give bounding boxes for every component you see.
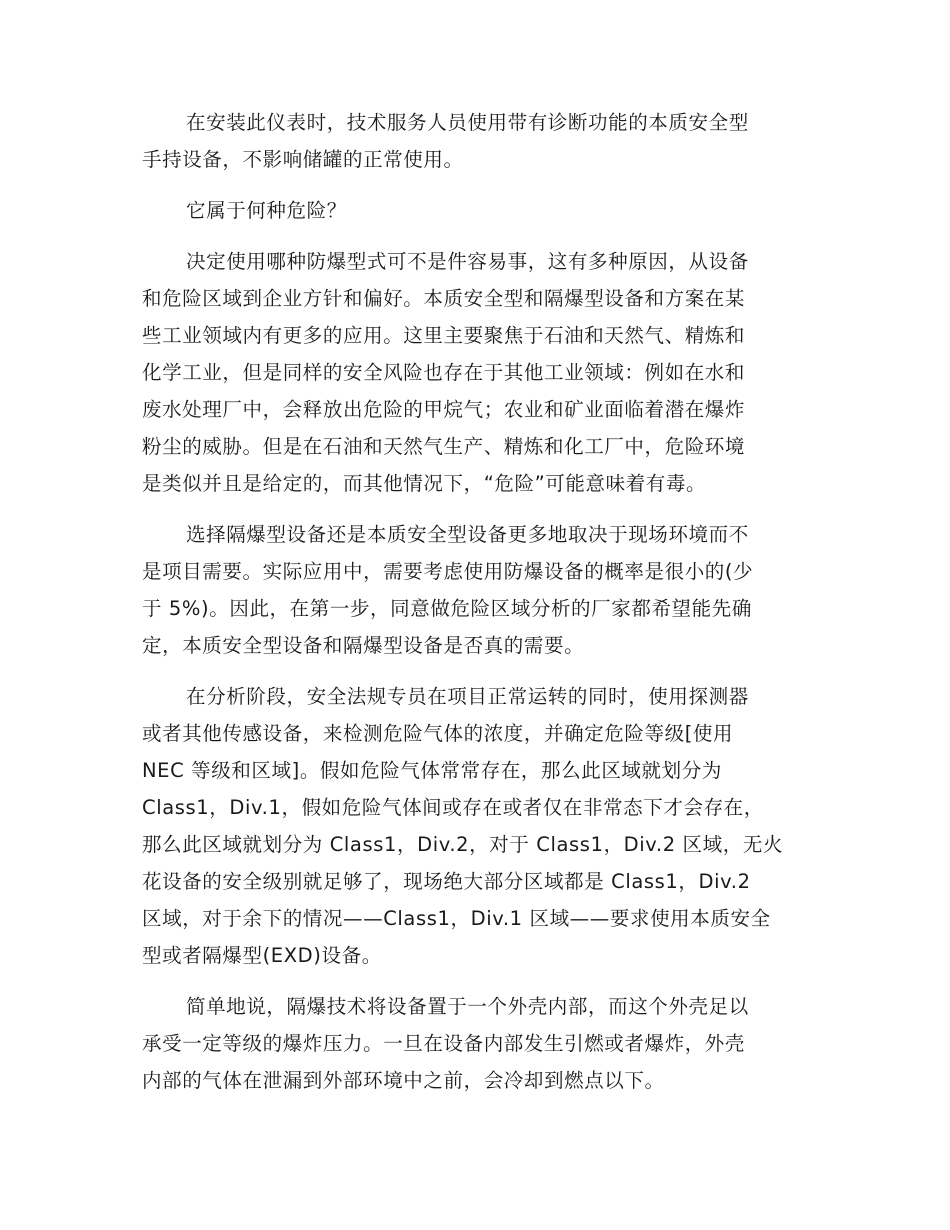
document-page (142, 104, 808, 1113)
paragraph-question-heading (142, 192, 808, 229)
text-line: 它属于何种危险？ (186, 199, 347, 222)
paragraph-flameproof-summary (142, 988, 808, 1099)
text-line: 那么此区域就划分为 Class1，Div.2，对于 Class1，Div.2 区域，无火 (142, 833, 784, 856)
text-line: 在分析阶段，安全法规专员在项目正常运转的同时，使用探测器 (186, 685, 749, 708)
text-line: 和危险区域到企业方针和偏好。本质安全型和隔爆型设备和方案在某 (142, 287, 746, 310)
text-line: 手持设备，不影响储罐的正常使用。 (142, 148, 464, 171)
text-line: 花设备的安全级别就足够了，现场绝大部分区域都是 Class1，Div.2 (142, 870, 751, 893)
text-line: 内部的气体在泄漏到外部环境中之前，会冷却到燃点以下。 (142, 1069, 665, 1092)
text-line: NEC 等级和区域]。假如危险气体常常存在，那么此区域就划分为 (142, 759, 722, 782)
text-line: 型或者隔爆型(EXD)设备。 (142, 944, 382, 967)
text-line: 区域，对于余下的情况——Class1，Div.1 区域——要求使用本质安全 (142, 907, 771, 930)
text-line: 化学工业，但是同样的安全风险也存在于其他工业领域：例如在水和 (142, 361, 746, 384)
text-line: 简单地说，隔爆技术将设备置于一个外壳内部，而这个外壳足以 (186, 995, 749, 1018)
text-line: Class1，Div.1，假如危险气体间或存在或者仅在非常态下才会存在， (142, 796, 764, 819)
text-line: 于 5%)。因此，在第一步，同意做危险区域分析的厂家都希望能先确 (142, 597, 752, 620)
text-line: 或者其他传感设备，来检测危险气体的浓度，并确定危险等级[使用 (142, 722, 734, 745)
text-line: 些工业领域内有更多的应用。这里主要聚焦于石油和天然气、精炼和 (142, 324, 746, 347)
text-line: 粉尘的威胁。但是在石油和天然气生产、精炼和化工厂中，危险环境 (142, 435, 746, 458)
text-line: 是类似并且是给定的，而其他情况下，“危险”可能意味着有毒。 (142, 472, 707, 495)
paragraph-analysis-stage (142, 678, 808, 974)
text-line: 在安装此仪表时，技术服务人员使用带有诊断功能的本质安全型 (186, 111, 749, 134)
text-line: 选择隔爆型设备还是本质安全型设备更多地取决于现场环境而不 (186, 523, 749, 546)
paragraph-device-selection (142, 516, 808, 664)
text-line: 是项目需要。实际应用中，需要考虑使用防爆设备的概率是很小的(少 (142, 560, 754, 583)
text-line: 决定使用哪种防爆型式可不是件容易事，这有多种原因，从设备 (186, 250, 749, 273)
paragraph-explosion-protection (142, 243, 808, 502)
text-line: 定，本质安全型设备和隔爆型设备是否真的需要。 (142, 634, 585, 657)
text-line: 废水处理厂中，会释放出危险的甲烷气；农业和矿业面临着潜在爆炸 (142, 398, 746, 421)
paragraph-installation (142, 104, 808, 178)
text-line: 承受一定等级的爆炸压力。一旦在设备内部发生引燃或者爆炸，外壳 (142, 1032, 746, 1055)
